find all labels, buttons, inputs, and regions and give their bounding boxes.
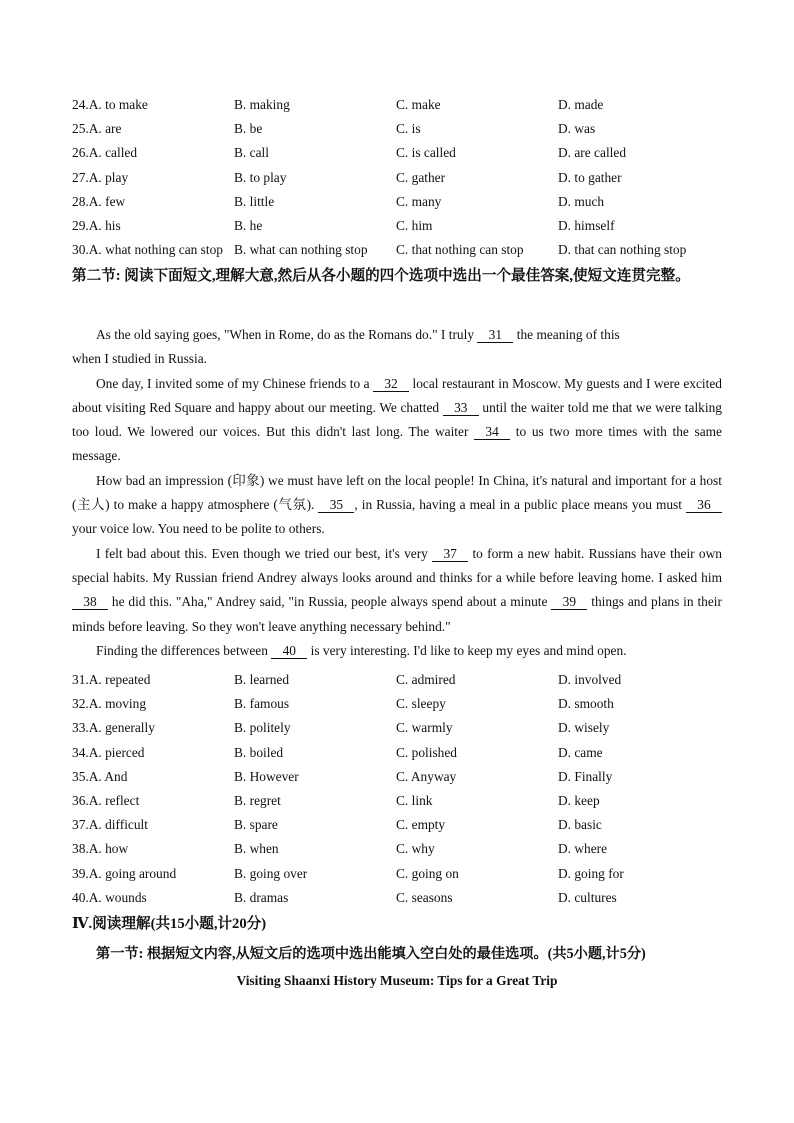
option: C. seasons [396,889,453,905]
paragraph: when I studied in Russia. [72,351,208,367]
option: D. wisely [558,720,610,736]
option-row [72,765,732,789]
option: B. little [234,193,275,209]
option: 27.A. play [72,169,129,185]
option: D. made [558,97,604,113]
option-row [72,117,732,141]
option-row [72,166,732,190]
option: 35.A. And [72,768,128,784]
option-row [72,789,732,813]
paragraph: How bad an impression (印象) we must have left on the local people! In China, it's natural and important for a host (主人) to make a happy atmosphere (气氛). 35 , in Russia, having a meal in a public place means you must 36 your voice low. You need to be polite to others. [72,472,722,537]
option: C. sleepy [396,696,446,712]
option: B. dramas [234,889,289,905]
option: B. However [234,768,299,784]
option-row [72,813,732,837]
option: D. involved [558,672,622,688]
option: C. empty [396,817,446,833]
option: C. him [396,218,433,234]
option: D. Finally [558,768,613,784]
option: C. polished [396,744,458,760]
option: 39.A. going around [72,865,177,881]
article-title: Visiting Shaanxi History Museum: Tips for a Great Trip [236,973,558,988]
option-row [72,886,732,910]
option-row [72,716,732,740]
section-subheading: 第一节: 根据短文内容,从短文后的选项中选出能填入空白处的最佳选项。(共5小题,计5分) [96,946,646,962]
blank-39: 39 [551,595,587,610]
option: D. are called [558,145,627,161]
option: D. much [558,193,605,209]
option: D. keep [558,793,600,809]
part-title: Ⅳ.阅读理解(共15小题,计20分) [72,916,267,932]
option: C. is [396,121,421,137]
blank-37: 37 [432,547,468,562]
blank-35: 35 [318,498,354,513]
option: C. going on [396,865,459,881]
option: C. make [396,97,441,113]
blank-38: 38 [72,595,108,610]
paragraph: I felt bad about this. Even though we tried our best, it's very 37 to form a new habit. Russians have their own special habits. My Russian friend Andrey always looks around and thinks for a while before leaving home. I asked him 38 he did this. "Aha," Andrey said, "in Russia, people always spend about a minute 39 things and plans in their minds before leaving. So they won't leave anything necessary behind." [72,545,722,634]
option: 28.A. few [72,193,126,209]
option-row [72,141,732,165]
option-row [72,741,732,765]
cloze-passage [72,323,722,663]
option: B. when [234,841,279,857]
option: 30.A. what nothing can stop [72,242,223,258]
option: B. learned [234,672,290,688]
option: B. what can nothing stop [234,242,368,258]
option: B. making [234,97,290,113]
option: 38.A. how [72,841,129,857]
option: C. gather [396,169,446,185]
blank-34: 34 [474,425,510,440]
option: 31.A. repeated [72,672,151,688]
paragraph: As the old saying goes, "When in Rome, do as the Romans do." I truly 31 the meaning of this [96,327,620,342]
option: B. spare [234,817,278,833]
option: D. was [558,121,596,137]
option: 33.A. generally [72,720,155,736]
option-row [72,837,732,861]
option-row [72,692,732,716]
section-heading: 第二节: 阅读下面短文,理解大意,然后从各小题的四个选项中选出一个最佳答案,使短文连贯完整。 [72,268,690,284]
option-row [72,214,732,238]
options-top [72,93,732,262]
option: 25.A. are [72,121,122,137]
option: B. he [234,218,263,234]
option: D. to gather [558,169,622,185]
option: 37.A. difficult [72,817,148,833]
option: C. why [396,841,435,857]
options-bottom [72,668,732,910]
option: 36.A. reflect [72,793,140,809]
option: D. where [558,841,608,857]
option: C. is called [396,145,456,161]
option: 26.A. called [72,145,138,161]
blank-32: 32 [373,377,409,392]
option-row [72,668,732,692]
option: D. basic [558,817,602,833]
option: C. admired [396,672,456,688]
option: C. Anyway [396,768,457,784]
option: B. politely [234,720,291,736]
option: D. himself [558,218,615,234]
option: D. going for [558,865,624,881]
option: D. that can nothing stop [558,242,687,258]
blank-36: 36 [686,498,722,513]
option: B. regret [234,793,281,809]
option: B. call [234,145,269,161]
option: 29.A. his [72,218,121,234]
paragraph: One day, I invited some of my Chinese friends to a 32 local restaurant in Moscow. My guests and I were excited about visiting Red Square and happy about our meeting. We chatted 33 until the waiter told me that we were talking too loud. We lowered our voices. But this didn't last long. The waiter 34 to us two more times with the same message. [72,375,723,464]
option: D. cultures [558,889,617,905]
option: 32.A. moving [72,696,147,712]
blank-33: 33 [443,401,479,416]
option: B. famous [234,696,290,712]
option: B. boiled [234,744,284,760]
option: B. to play [234,169,287,185]
option: B. going over [234,865,308,881]
option-row [72,862,732,886]
option: D. smooth [558,696,614,712]
option-row [72,93,732,117]
option: 34.A. pierced [72,744,145,760]
option: C. warmly [396,720,453,736]
option: C. many [396,193,442,209]
option: B. be [234,121,263,137]
option: 40.A. wounds [72,889,147,905]
option: C. link [396,793,433,809]
blank-31: 31 [477,328,513,343]
option-row [72,238,732,262]
blank-40: 40 [271,644,307,659]
option: C. that nothing can stop [396,242,524,258]
option: D. came [558,744,603,760]
option-row [72,190,732,214]
paragraph: Finding the differences between 40 is very interesting. I'd like to keep my eyes and mind open. [96,642,627,658]
option: 24.A. to make [72,97,148,113]
